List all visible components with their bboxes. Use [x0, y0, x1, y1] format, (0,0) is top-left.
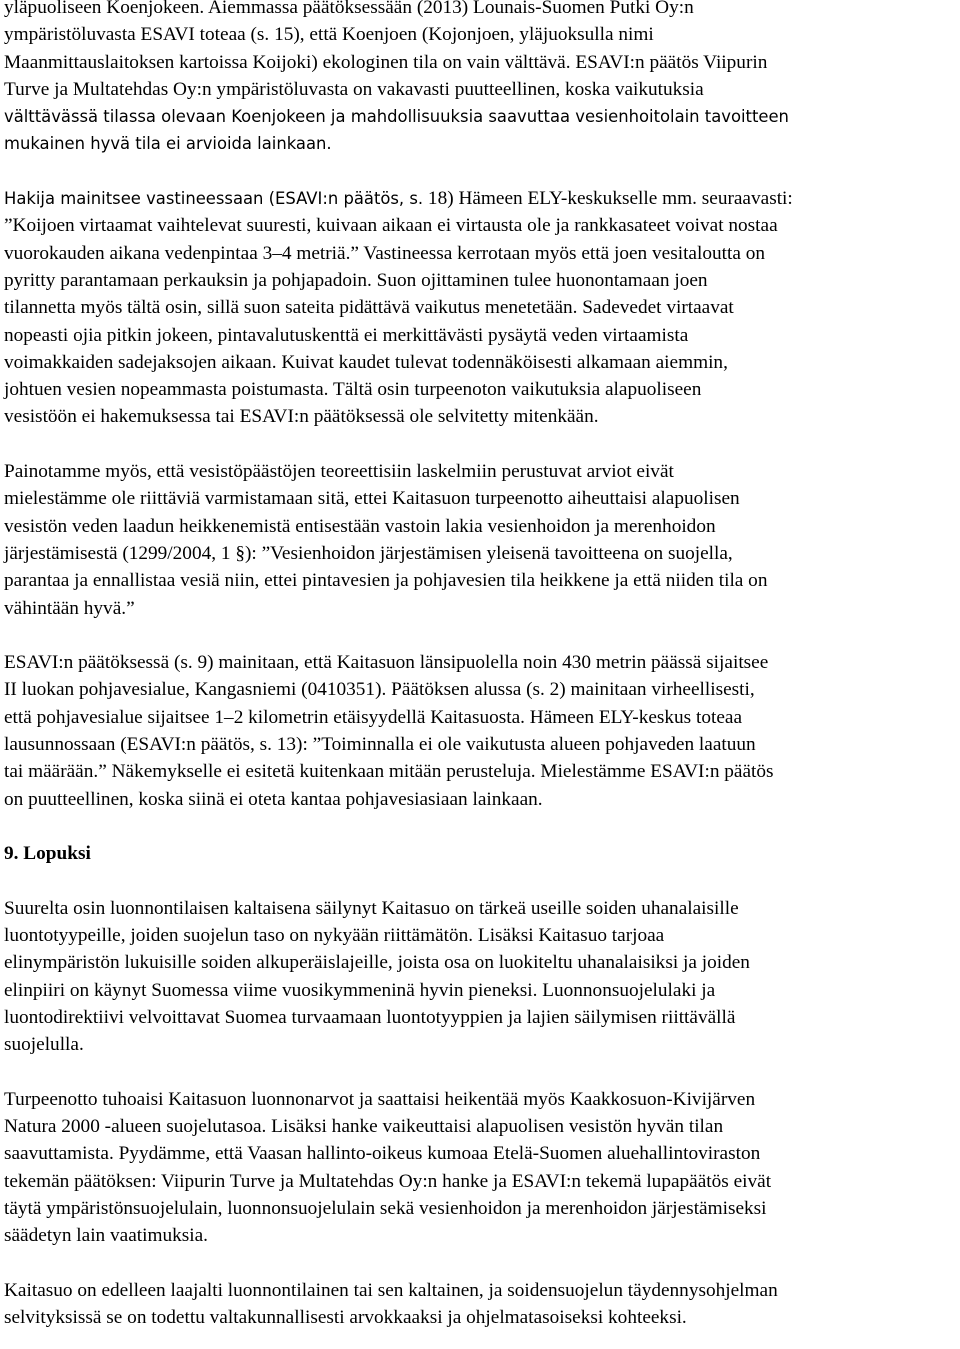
text-run: ”Koijoen virtaamat vaihtelevat suuresti, kuivaan aikaan ei virtausta ole ja rankkasateet voivat nostaa [4, 215, 778, 237]
paragraph-gap [4, 431, 954, 458]
paragraph [4, 1086, 954, 1250]
text-run: vuorokauden aikana vedenpintaa 3–4 metriä.” Vastineessa kerrotaan myös että joen vesitaloutta on [4, 242, 765, 264]
text-run: Turve ja Multatehdas Oy:n ympäristöluvasta on vakavasti puutteellinen, koska vaikutuksia [4, 78, 704, 100]
text-line [4, 0, 954, 21]
text-run: ESAVI:n päätöksessä (s. 9) mainitaan, että Kaitasuon länsipuolella noin 430 metrin päässä sijaitsee [4, 652, 769, 674]
text-run: Painotamme myös, että vesistöpäästöjen teoreettisiin laskelmiin perustuvat arviot eivät [4, 461, 674, 483]
text-line [4, 21, 954, 48]
paragraph-gap [4, 1250, 954, 1277]
paragraph [4, 1277, 954, 1332]
text-line [4, 103, 954, 130]
paragraph [4, 458, 954, 622]
text-run: Suurelta osin luonnontilaisen kaltaisena säilynyt Kaitasuo on tärkeä useille soiden uhanalaisille [4, 897, 739, 919]
text-run: pyritty parantamaan perkauksin ja pohjapadoin. Suon ojittaminen tulee huonontamaan joen [4, 269, 708, 291]
text-run: lausunnossaan (ESAVI:n päätös, s. 13): ”Toiminnalla ei ole vaikutusta alueen pohjaveden laatuun [4, 734, 756, 756]
paragraph-gap [4, 868, 954, 895]
text-line [4, 567, 954, 594]
text-run: Maanmittauslaitoksen kartoissa Koijoki) ekologinen tila on vain välttävä. ESAVI:n päätös Viipurin [4, 51, 768, 73]
text-run: tekemän päätöksen: Viipurin Turve ja Multatehdas Oy:n hanke ja ESAVI:n tekemä lupapäätös eivät [4, 1170, 772, 1192]
text-line [4, 1222, 954, 1249]
text-run: elinpiiri on käynyt Suomessa viime vuosikymmeninä hyvin pieneksi. Luonnonsuojelulaki ja [4, 979, 716, 1001]
text-run: mielestämme ole riittäviä varmistamaan sitä, ettei Kaitasuon turpeenotto aiheuttaisi alapuolisen [4, 488, 740, 510]
text-line [4, 267, 954, 294]
text-line [4, 294, 954, 321]
text-run: yläpuoliseen Koenjokeen. Aiemmassa päätöksessään (2013) Lounais-Suomen Putki Oy:n [4, 0, 694, 18]
text-line [4, 212, 954, 239]
text-run: Kaitasuo on edelleen laajalti luonnontilainen tai sen kaltainen, ja soidensuojelun täydennysohjelman [4, 1279, 778, 1301]
body-paragraphs [4, 0, 954, 840]
text-line [4, 130, 954, 157]
text-run: järjestämisestä (1299/2004, 1 §): ”Vesienhoidon järjestämisen yleisenä tavoitteena on suojella, [4, 542, 733, 564]
text-line [4, 922, 954, 949]
text-line [4, 49, 954, 76]
text-run: on puutteellinen, koska siinä ei oteta kantaa pohjavesiasiaan lainkaan. [4, 788, 543, 810]
text-run: välttävässä tilassa olevaan Koenjokeen ja mahdollisuuksia saavuttaa vesienhoitolain tavoitteen [4, 107, 789, 127]
text-line [4, 758, 954, 785]
section-heading: 9. Lopuksi [4, 843, 91, 865]
text-line [4, 1004, 954, 1031]
text-run: luontotyypeille, joiden suojelun taso on nykyään riittämätön. Lisäksi Kaitasuo tarjoaa [4, 925, 665, 947]
paragraph [4, 649, 954, 813]
text-line [4, 786, 954, 813]
text-line [4, 1195, 954, 1222]
text-run: parantaa ja ennallistaa vesiä niin, ettei pintavesien ja pohjavesien tila heikkene ja että niiden tila on [4, 570, 768, 592]
text-run: 18) Hämeen ELY-keskukselle mm. seuraavasti: [423, 188, 793, 210]
text-line [4, 76, 954, 103]
text-run: selvityksissä se on todettu valtakunnallisesti arvokkaaksi ja ohjelmatasoiseksi kohteeksi. [4, 1307, 687, 1329]
text-line [4, 977, 954, 1004]
text-line [4, 513, 954, 540]
text-run: täytä ympäristönsuojelulain, luonnonsuojelulain sekä vesienhoidon ja merenhoidon järjestämiseksi [4, 1198, 767, 1220]
text-run: säädetyn lain vaatimuksia. [4, 1225, 208, 1247]
text-run: suojelulla. [4, 1034, 84, 1056]
text-line [4, 1140, 954, 1167]
text-run: ympäristöluvasta ESAVI toteaa (s. 15), että Koenjoen (Kojonjoen, yläjuoksulla nimi [4, 24, 654, 46]
text-run: että pohjavesialue sijaitsee 1–2 kilometrin etäisyydellä Kaitasuosta. Hämeen ELY-keskus toteaa [4, 706, 743, 728]
text-line [4, 731, 954, 758]
text-line [4, 1304, 954, 1331]
closing-paragraphs [4, 895, 954, 1332]
paragraph [4, 895, 954, 1059]
text-run: vesistön veden laadun heikkenemistä entisestään vastoin lakia vesienhoidon ja merenhoidon [4, 515, 716, 537]
paragraph [4, 0, 954, 158]
text-line [4, 322, 954, 349]
text-line [4, 1168, 954, 1195]
text-run: voimakkaiden sadejaksojen aikaan. Kuivat kaudet tulevat todennäköisesti alkamaan aiemmin, [4, 351, 728, 373]
text-run: luontodirektiivi velvoittavat Suomea turvaamaan luontotyyppien ja lajien säilymisen riittävällä [4, 1006, 736, 1028]
text-line [4, 349, 954, 376]
text-line [4, 240, 954, 267]
text-run: tai määrään.” Näkemykselle ei esitetä kuitenkaan mitään perusteluja. Mielestämme ESAVI:n päätös [4, 761, 774, 783]
paragraph-gap [4, 622, 954, 649]
text-run: elinympäristön lukuisille soiden alkuperäislajeille, joista osa on luokiteltu uhanalaisiksi ja joiden [4, 952, 750, 974]
text-line [4, 1031, 954, 1058]
paragraph-gap [4, 1059, 954, 1086]
text-line [4, 676, 954, 703]
text-line [4, 649, 954, 676]
text-line [4, 403, 954, 430]
text-run: vähintään hyvä.” [4, 597, 135, 619]
text-run: nopeasti ojia pitkin jokeen, pintavalutuskenttä ei merkittävästi pysäytä veden virtaamista [4, 324, 689, 346]
text-line [4, 1277, 954, 1304]
document-page [4, 0, 954, 1332]
text-run: tilannetta myös tältä osin, sillä suon sateita pidättävä vaikutus menetetään. Sadevedet virtaavat [4, 297, 734, 319]
paragraph [4, 185, 954, 431]
text-line [4, 485, 954, 512]
text-line [4, 376, 954, 403]
text-run: johtuen vesien nopeammasta poistumasta. Tältä osin turpeenoton vaikutuksia alapuoliseen [4, 379, 702, 401]
text-line [4, 595, 954, 622]
text-run: Natura 2000 -alueen suojelutasoa. Lisäksi hanke vaikeuttaisi alapuolisen vesistön hyvän tilan [4, 1116, 724, 1138]
text-line [4, 185, 954, 212]
paragraph-gap [4, 813, 954, 840]
text-line [4, 704, 954, 731]
text-run: mukainen hyvä tila ei arvioida lainkaan. [4, 134, 332, 154]
text-run: Turpeenotto tuhoaisi Kaitasuon luonnonarvot ja saattaisi heikentää myös Kaakkosuon-Kivijärven [4, 1088, 756, 1110]
text-line [4, 458, 954, 485]
text-line [4, 949, 954, 976]
text-line [4, 540, 954, 567]
text-line [4, 895, 954, 922]
text-run: Hakija mainitsee vastineessaan (ESAVI:n päätös, s. [4, 189, 424, 209]
text-run: vesistöön ei hakemuksessa tai ESAVI:n päätöksessä ole selvitetty mitenkään. [4, 406, 599, 428]
text-line [4, 1086, 954, 1113]
paragraph-gap [4, 158, 954, 185]
text-line [4, 1113, 954, 1140]
text-run: II luokan pohjavesialue, Kangasniemi (0410351). Päätöksen alussa (s. 2) mainitaan virheellisesti, [4, 679, 755, 701]
text-run: saavuttamista. Pyydämme, että Vaasan hallinto-oikeus kumoaa Etelä-Suomen aluehallintoviraston [4, 1143, 761, 1165]
